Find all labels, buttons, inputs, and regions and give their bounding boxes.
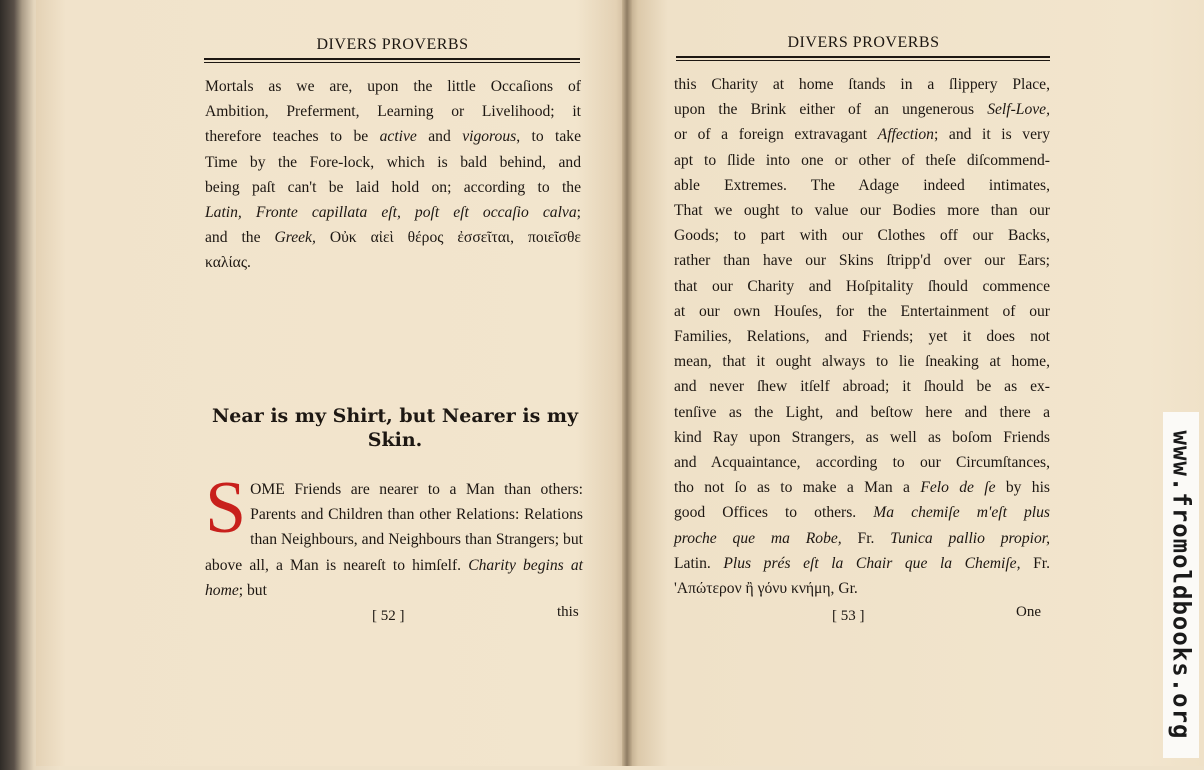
left-running-head: DIVERS PROVERBS: [316, 36, 469, 53]
drop-cap: S: [205, 467, 247, 549]
text-line: Goods; to part with our Clothes off our Backs,: [674, 227, 1050, 245]
left-top-paragraph: [205, 74, 581, 276]
right-body-text: [674, 72, 1050, 601]
right-head-rule: [676, 56, 1050, 61]
proverb-body-end: ; but: [238, 581, 267, 599]
text-line: or of a foreign extravagant Affection; and it is very: [674, 126, 1050, 144]
text-line: mean, that it ought always to lie ſneaking at home,: [674, 353, 1050, 371]
text-line: Latin, Fronte capillata eſt, poſt eſt occaſio calva;: [205, 204, 581, 222]
book-gutter: [622, 0, 632, 766]
text-line: tho not ſo as to make a Man a Felo de ſe by his: [674, 479, 1050, 497]
right-running-head: DIVERS PROVERBS: [787, 34, 940, 51]
proverb-body: [205, 467, 583, 603]
text-line: upon the Brink either of an ungenerous Self-Love,: [674, 101, 1050, 119]
proverb-body-text: OME Friends are nearer to a Man than others: Parents and Children than other Relations: Relations than Neighbours, and Neighbours than Strangers; but above all, a Man is neareſt to himſelf.: [205, 481, 583, 574]
text-line: καλίας.: [205, 254, 251, 272]
proverb-title: Near is my Shirt, but Nearer is my Skin.: [211, 405, 579, 451]
text-line: at our own Houſes, for the Entertainment of our: [674, 302, 1050, 320]
right-folio: [ 53 ]: [832, 608, 865, 624]
text-line: this Charity at home ſtands in a ſlippery Place,: [674, 76, 1050, 93]
text-line: tenſive as the Light, and beſtow here and there a: [674, 403, 1050, 421]
text-line: Time by the Fore-lock, which is bald behind, and: [205, 153, 581, 171]
text-line: That we ought to value our Bodies more than our: [674, 202, 1050, 220]
left-catchword: this: [557, 604, 579, 620]
text-line: and Acquaintance, according to our Circumſtances,: [674, 454, 1050, 472]
left-folio: [ 52 ]: [372, 608, 405, 624]
text-line: Mortals as we are, upon the little Occaſions of: [205, 78, 581, 95]
text-line: being paſt can't be laid hold on; according to the: [205, 178, 581, 196]
text-line: rather than have our Skins ſtripp'd over our Ears;: [674, 252, 1050, 270]
text-line: that our Charity and Hoſpitality ſhould commence: [674, 277, 1050, 295]
proverb-body-italic: Charity begins at home: [205, 556, 583, 599]
text-line: able Extremes. The Adage indeed intimates,: [674, 176, 1050, 194]
text-line: 'Απώτερον ἢ γόνυ κνήμη, Gr.: [674, 580, 858, 598]
text-line: Families, Relations, and Friends; yet it does not: [674, 328, 1050, 346]
text-line: therefore teaches to be active and vigorous, to take: [205, 128, 581, 146]
watermark-text: www.fromoldbooks.org: [1167, 430, 1196, 740]
text-line: and the Greek, Οὐκ αἰεὶ θέρος ἐσσεῖται, ποιεῖσθε: [205, 229, 581, 247]
left-head-rule: [204, 58, 580, 63]
watermark: [1163, 412, 1199, 758]
text-line: Ambition, Preferment, Learning or Livelihood; it: [205, 103, 581, 121]
text-line: and never ſhew itſelf abroad; it ſhould be as ex-: [674, 378, 1050, 396]
text-line: apt to ſlide into one or other of theſe diſcommend-: [674, 151, 1050, 169]
text-line: kind Ray upon Strangers, as well as boſom Friends: [674, 428, 1050, 446]
right-catchword: One: [1016, 604, 1041, 620]
text-line: Latin. Plus prés eſt la Chair que la Chemiſe, Fr.: [674, 554, 1050, 572]
text-line: good Offices to others. Ma chemiſe m'eſt plus: [674, 504, 1050, 522]
text-line: proche que ma Robe, Fr. Tunica pallio propior,: [674, 529, 1051, 547]
